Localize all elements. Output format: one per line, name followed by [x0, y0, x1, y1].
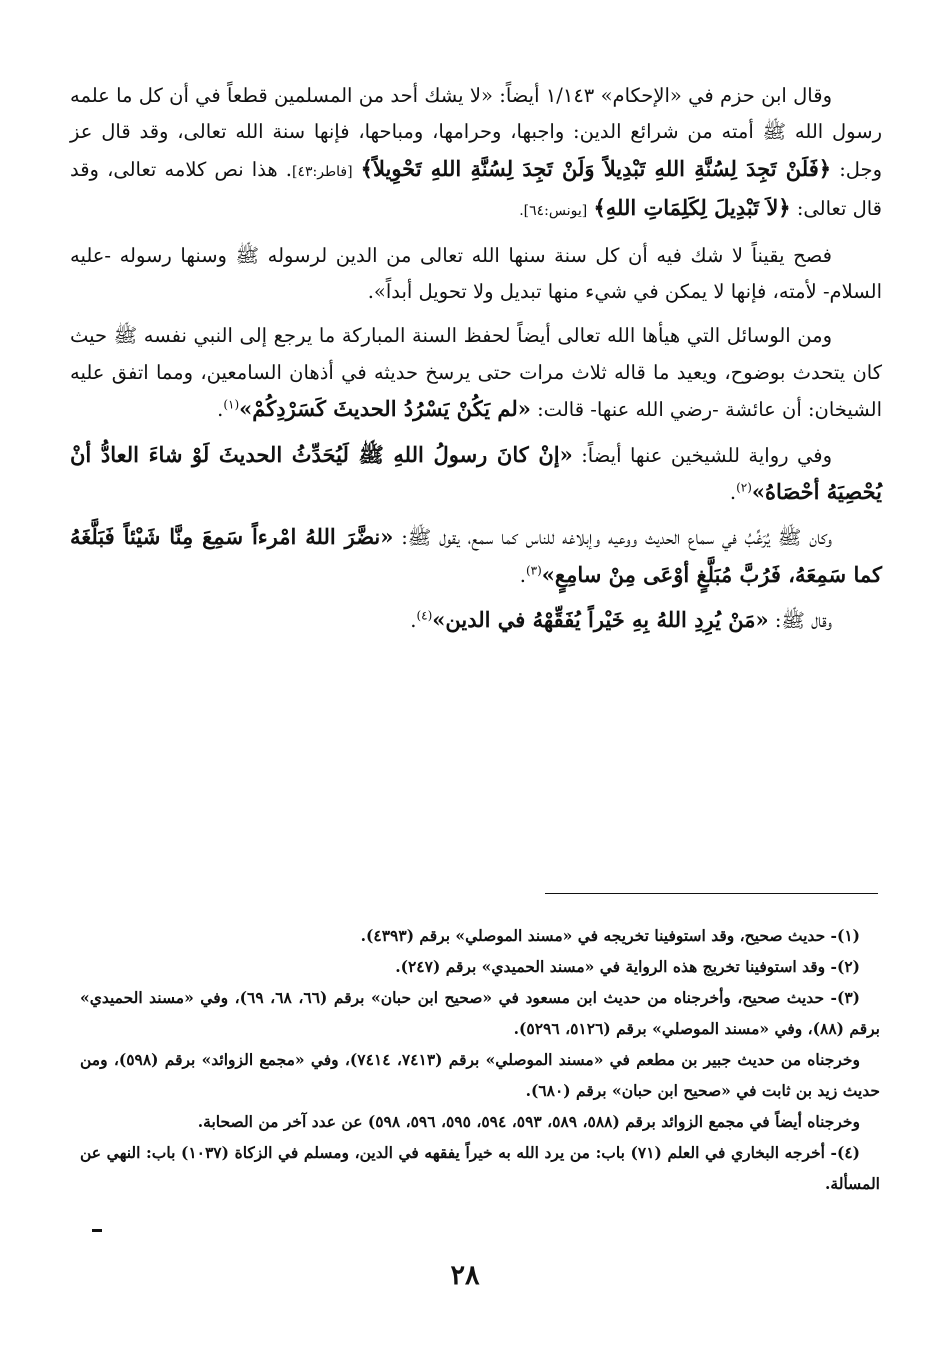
- footnote-2: (٢)- وقد استوفينا تخريج هذه الرواية في «مسند الحميدي» برقم (٢٤٧).: [395, 957, 860, 976]
- quran-verse-fatir: ﴿فَلَنْ تَجِدَ لِسُنَّةِ اللهِ تَبْدِيلاً وَلَنْ تَجِدَ لِسُنَّةِ اللهِ تَحْوِيلاً﴾: [360, 155, 832, 181]
- footnote-3-continued: وخرجناه من حديث جبير بن مطعم في «مسند الموصلي» برقم (٧٤١٣، ٧٤١٤)، وفي «مجمع الزوائد» برقم (٥٩٨)، ومن حديث زيد بن ثابت في «صحيح ابن حبان» برقم (٦٨٠).: [80, 1050, 880, 1100]
- footnote-marker-3: (٣): [525, 563, 542, 578]
- quote-continuation: . هذا نص كلامه تعالى، وقد قال تعالى:: [70, 157, 882, 221]
- scan-mark: [92, 1229, 102, 1232]
- footnote-3: (٣)- حديث صحيح، وأخرجناه من حديث ابن مسعود في «صحيح ابن حبان» برقم (٦٦، ٦٨، ٦٩)، وفي «مسند الحميدي» برقم (٨٨)، وفي «مسند الموصلي» برقم (٥١٢٦، ٥٢٩٦).: [80, 988, 880, 1038]
- verse-reference-yunus: [يونس:٦٤].: [519, 203, 588, 220]
- quran-verse-yunus: ﴿لاَ تَبْدِيلَ لِكَلِمَاتِ اللهِ﴾: [593, 195, 791, 221]
- paragraph-ibn-hazm: [70, 78, 882, 230]
- quote-text: وقال ابن حزم في «الإحكام» ١/١٤٣ أيضاً: «لا يشك أحد من المسلمين قطعاً في أن كل ما علمه رسول الله ﷺ أمته من شرائع الدين: واجبها، وحرامها، ومباحها، فإنها سنة الله تعالى، وقد قال عز وجل:: [70, 84, 882, 181]
- page-number: ٢٨: [450, 1260, 480, 1291]
- paragraph-encourage: وكان ﷺ يُرَغِّبُ في سماع الحديث ووعيه وإبلاغه للناس كما سمع، يقول ﷺ: «نضَّرَ اللهُ امْرءاً سَمِعَ مِنَّا شَيْئاً فَبَلَّغَهُ كما سَمِعَهُ، فَرُبَّ مُبَلَّغٍ أوْعَى مِنْ سامِعٍ»$^{(٣)}$.: [70, 524, 882, 587]
- footnotes: [80, 920, 880, 1199]
- footnote-1: (١)- حديث صحيح، وقد استوفينا تخريجه في «مسند الموصلي» برقم (٤٣٩٣).: [360, 926, 860, 945]
- footnote-marker-2: (٢): [736, 480, 752, 495]
- hadith-counting: «إنْ كانَ رسولُ اللهِ ﷺ لَيُحَدِّثُ الحديثَ لَوْ شاءَ العادُّ أنْ يُحْصِيَهُ أحْصَاهُ»: [70, 441, 882, 505]
- footnote-separator: [545, 893, 878, 894]
- footnote-3-more: وخرجناه أيضاً في مجمع الزوائد برقم (٥٨٨، ٥٨٩، ٥٩٣، ٥٩٤، ٥٩٥، ٥٩٦، ٥٩٨) عن عدد آخر من الصحابة.: [197, 1112, 860, 1131]
- paragraph-conclusion: [70, 238, 882, 311]
- conclusion-text: فصح يقيناً لا شك فيه أن كل سنة سنها الله تعالى من الدين لرسوله ﷺ وسنها رسوله -عليه السلام- لأمته، فإنها لا يمكن في شيء منها تبديل ولا تحويل أبداً».: [70, 243, 882, 304]
- hadith-aisha: «لم يَكُنْ يَسْرُدُ الحديثَ كَسَرْدِكُمْ»: [239, 396, 531, 422]
- hadith-fiqh: «مَنْ يُرِدِ اللهُ بِهِ خَيْراً يُفَقِّهْهُ في الدين»: [432, 607, 769, 633]
- hadith-naddara: «نضَّرَ اللهُ امْرءاً سَمِعَ مِنَّا شَيْئاً فَبَلَّغَهُ كما سَمِعَهُ، فَرُبَّ مُبَلَّغٍ أوْعَى مِنْ سامِعٍ»: [70, 524, 882, 587]
- footnote-marker-1: (١): [223, 397, 240, 412]
- means-text: ومن الوسائل التي هيأها الله تعالى أيضاً لحفظ السنة المباركة ما يرجع إلى النبي نفسه ﷺ حيث كان يتحدث بوضوح، ويعيد ما قاله ثلاث مرات حتى يرسخ حديثه في أذهان السامعين، ومما اتفق عليه الشيخان: أن عائشة -رضي الله عنها- قالت:: [70, 324, 882, 422]
- fiqh-intro: وقال ﷺ:: [774, 609, 832, 633]
- paragraph-means: ومن الوسائل التي هيأها الله تعالى أيضاً لحفظ السنة المباركة ما يرجع إلى النبي نفسه ﷺ حيث كان يتحدث بوضوح، ويعيد ما قاله ثلاث مرات حتى يرسخ حديثه في أذهان السامعين، ومما اتفق عليه الشيخان: أن عائشة -رضي الله عنها- قالت: «لم يَكُنْ يَسْرُدُ الحديثَ كَسَرْدِكُمْ»$^{(١)}$.: [70, 324, 882, 422]
- narration-intro: وفي رواية للشيخين عنها أيضاً:: [581, 443, 833, 467]
- encourage-text: وكان ﷺ يُرَغِّبُ في سماع الحديث ووعيه وإبلاغه للناس كما سمع، يقول ﷺ:: [401, 526, 832, 550]
- footnote-4: (٤)- أخرجه البخاري في العلم (٧١) باب: من يرد الله به خيراً يفقهه في الدين، ومسلم في الزكاة (١٠٣٧) باب: النهي عن المسألة.: [80, 1143, 880, 1193]
- paragraph-second-narration: وفي رواية للشيخين عنها أيضاً: «إنْ كانَ رسولُ اللهِ ﷺ لَيُحَدِّثُ الحديثَ لَوْ شاءَ العادُّ أنْ يُحْصِيَهُ أحْصَاهُ»$^{(٢)}$.: [70, 441, 882, 505]
- footnote-marker-4: (٤): [416, 608, 433, 623]
- main-text: [70, 78, 882, 648]
- verse-reference-fatir: [فاطر:٤٣]: [292, 163, 353, 180]
- paragraph-fiqh: وقال ﷺ: «مَنْ يُرِدِ اللهُ بِهِ خَيْراً يُفَقِّهْهُ في الدين»$^{(٤)}$.: [410, 607, 832, 633]
